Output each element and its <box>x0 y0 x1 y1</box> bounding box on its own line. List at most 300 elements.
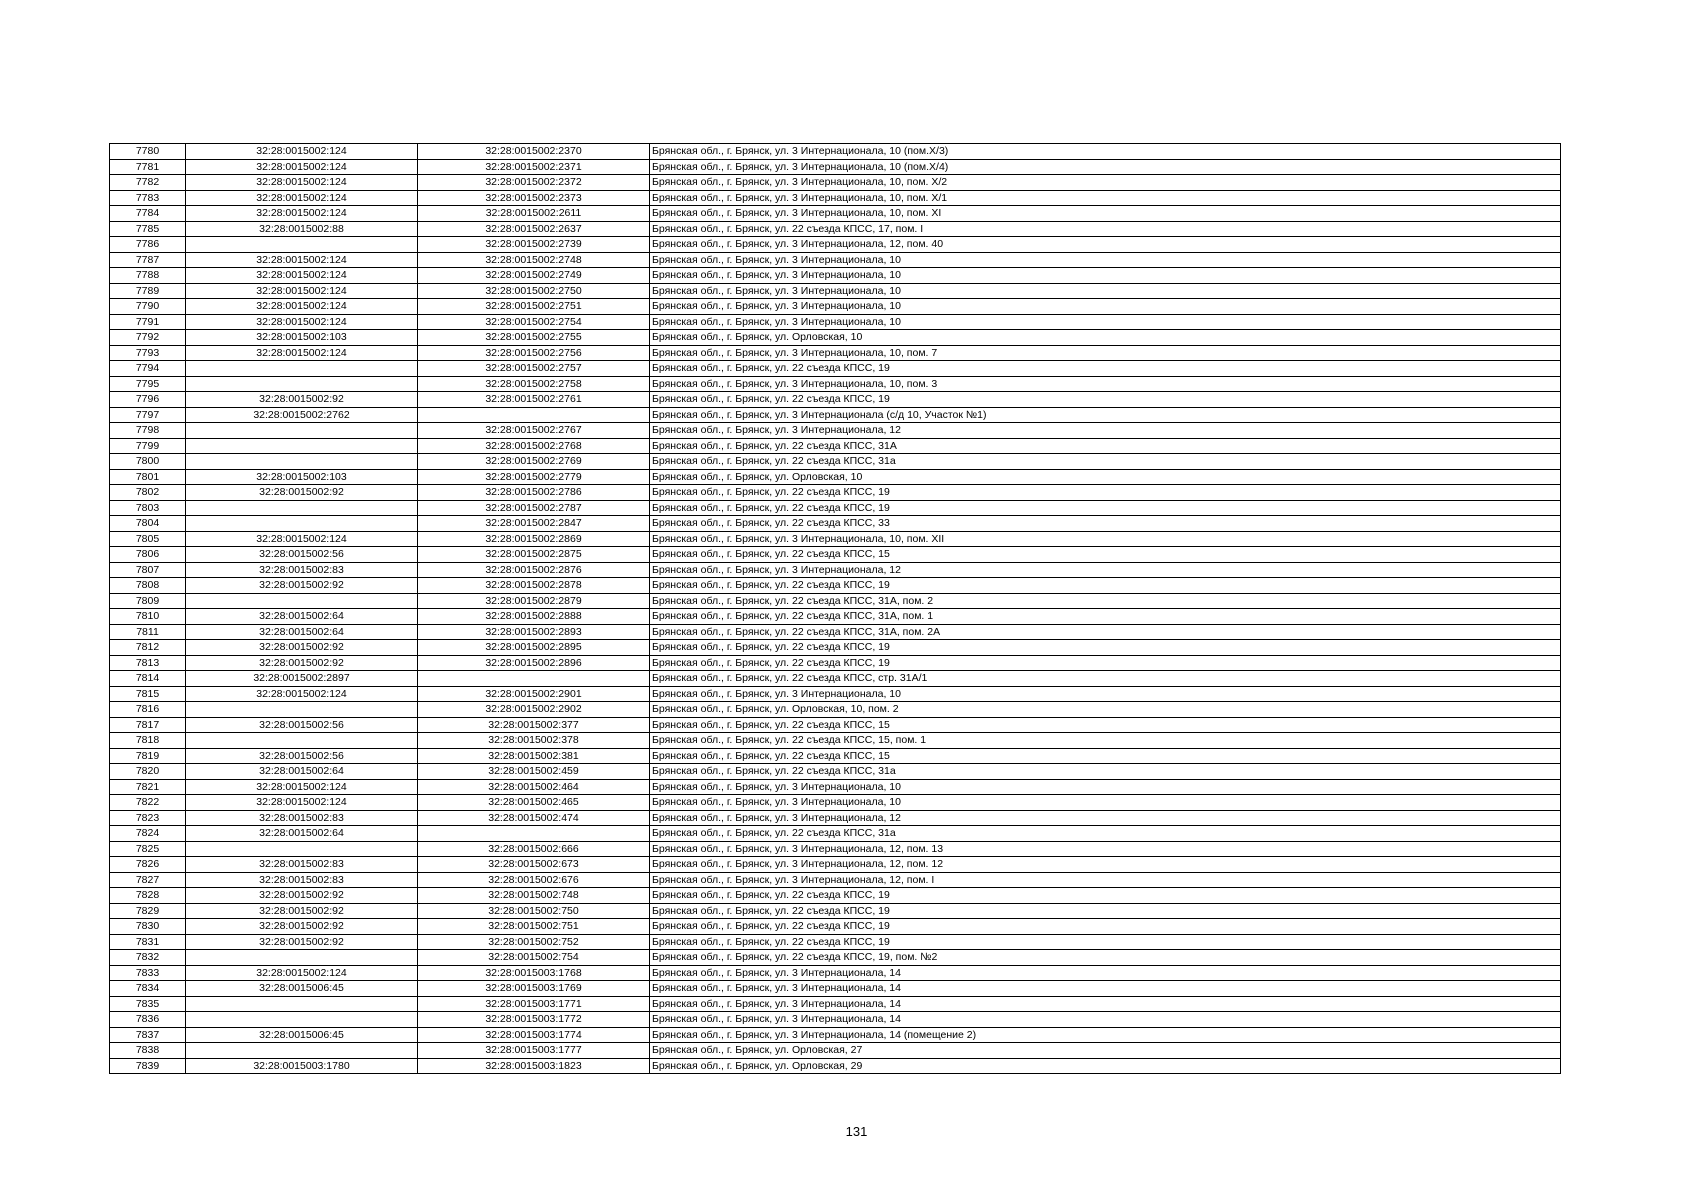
land-cadastral-cell: 32:28:0015002:56 <box>186 717 418 733</box>
object-cadastral-cell: 32:28:0015002:2754 <box>418 314 650 330</box>
address-cell: Брянская обл., г. Брянск, ул. 3 Интернационала, 10, пом. XII <box>650 531 1561 547</box>
table-row <box>110 810 1561 826</box>
address-cell: Брянская обл., г. Брянск, ул. 3 Интернационала, 10 (пом.Х/4) <box>650 159 1561 175</box>
land-cadastral-cell <box>186 841 418 857</box>
object-cadastral-cell: 32:28:0015002:2739 <box>418 237 650 253</box>
address-cell: Брянская обл., г. Брянск, ул. 3 Интернационала, 12, пом. 40 <box>650 237 1561 253</box>
object-cadastral-cell: 32:28:0015002:2787 <box>418 500 650 516</box>
row-number-cell: 7787 <box>110 252 186 268</box>
address-cell: Брянская обл., г. Брянск, ул. Орловская, 29 <box>650 1058 1561 1074</box>
row-number-cell: 7819 <box>110 748 186 764</box>
row-number-cell: 7812 <box>110 640 186 656</box>
address-cell: Брянская обл., г. Брянск, ул. 3 Интернационала, 12 <box>650 423 1561 439</box>
object-cadastral-cell: 32:28:0015002:752 <box>418 934 650 950</box>
table-row <box>110 1012 1561 1028</box>
address-cell: Брянская обл., г. Брянск, ул. 3 Интернационала, 10 <box>650 299 1561 315</box>
table-row <box>110 252 1561 268</box>
row-number-cell: 7788 <box>110 268 186 284</box>
table-row <box>110 593 1561 609</box>
address-cell: Брянская обл., г. Брянск, ул. 22 съезда КПСС, 15 <box>650 717 1561 733</box>
address-cell: Брянская обл., г. Брянск, ул. 22 съезда КПСС, 19 <box>650 578 1561 594</box>
object-cadastral-cell: 32:28:0015002:750 <box>418 903 650 919</box>
address-cell: Брянская обл., г. Брянск, ул. 3 Интернационала, 10 <box>650 314 1561 330</box>
table-row <box>110 392 1561 408</box>
address-cell: Брянская обл., г. Брянск, ул. 3 Интернационала, 10 <box>650 795 1561 811</box>
address-cell: Брянская обл., г. Брянск, ул. 3 Интернационала, 10, пом. Х/2 <box>650 175 1561 191</box>
address-cell: Брянская обл., г. Брянск, ул. 3 Интернационала, 12, пом. 12 <box>650 857 1561 873</box>
row-number-cell: 7792 <box>110 330 186 346</box>
object-cadastral-cell: 32:28:0015002:378 <box>418 733 650 749</box>
object-cadastral-cell: 32:28:0015002:2901 <box>418 686 650 702</box>
land-cadastral-cell: 32:28:0015003:1780 <box>186 1058 418 1074</box>
row-number-cell: 7823 <box>110 810 186 826</box>
land-cadastral-cell: 32:28:0015002:64 <box>186 826 418 842</box>
land-cadastral-cell: 32:28:0015002:124 <box>186 190 418 206</box>
table-row <box>110 578 1561 594</box>
address-cell: Брянская обл., г. Брянск, ул. 3 Интернационала, 14 <box>650 965 1561 981</box>
row-number-cell: 7839 <box>110 1058 186 1074</box>
land-cadastral-cell: 32:28:0015002:124 <box>186 795 418 811</box>
land-cadastral-cell: 32:28:0015002:88 <box>186 221 418 237</box>
address-cell: Брянская обл., г. Брянск, ул. 3 Интернационала, 10, пом. XI <box>650 206 1561 222</box>
land-cadastral-cell: 32:28:0015006:45 <box>186 1027 418 1043</box>
row-number-cell: 7829 <box>110 903 186 919</box>
address-cell: Брянская обл., г. Брянск, ул. 3 Интернационала, 12, пом. 13 <box>650 841 1561 857</box>
table-row <box>110 872 1561 888</box>
row-number-cell: 7808 <box>110 578 186 594</box>
object-cadastral-cell: 32:28:0015002:2371 <box>418 159 650 175</box>
object-cadastral-cell: 32:28:0015002:2749 <box>418 268 650 284</box>
address-cell: Брянская обл., г. Брянск, ул. Орловская, 10 <box>650 469 1561 485</box>
land-cadastral-cell: 32:28:0015002:92 <box>186 392 418 408</box>
table-row <box>110 919 1561 935</box>
object-cadastral-cell: 32:28:0015002:2888 <box>418 609 650 625</box>
table-row <box>110 717 1561 733</box>
table-row <box>110 996 1561 1012</box>
land-cadastral-cell: 32:28:0015002:83 <box>186 857 418 873</box>
table-row <box>110 1058 1561 1074</box>
land-cadastral-cell: 32:28:0015002:92 <box>186 903 418 919</box>
object-cadastral-cell: 32:28:0015003:1771 <box>418 996 650 1012</box>
row-number-cell: 7837 <box>110 1027 186 1043</box>
table-row <box>110 547 1561 563</box>
address-cell: Брянская обл., г. Брянск, ул. 22 съезда КПСС, 19, пом. №2 <box>650 950 1561 966</box>
land-cadastral-cell: 32:28:0015006:45 <box>186 981 418 997</box>
land-cadastral-cell: 32:28:0015002:124 <box>186 965 418 981</box>
row-number-cell: 7780 <box>110 144 186 160</box>
address-cell: Брянская обл., г. Брянск, ул. 22 съезда КПСС, 19 <box>650 640 1561 656</box>
address-cell: Брянская обл., г. Брянск, ул. 3 Интернационала, 14 (помещение 2) <box>650 1027 1561 1043</box>
address-cell: Брянская обл., г. Брянск, ул. 22 съезда КПСС, 19 <box>650 361 1561 377</box>
object-cadastral-cell: 32:28:0015002:748 <box>418 888 650 904</box>
object-cadastral-cell: 32:28:0015002:676 <box>418 872 650 888</box>
land-cadastral-cell: 32:28:0015002:124 <box>186 283 418 299</box>
table-row <box>110 934 1561 950</box>
address-cell: Брянская обл., г. Брянск, ул. 22 съезда КПСС, 17, пом. I <box>650 221 1561 237</box>
object-cadastral-cell: 32:28:0015002:2895 <box>418 640 650 656</box>
object-cadastral-cell: 32:28:0015002:464 <box>418 779 650 795</box>
object-cadastral-cell: 32:28:0015002:2876 <box>418 562 650 578</box>
row-number-cell: 7807 <box>110 562 186 578</box>
table-row <box>110 423 1561 439</box>
land-cadastral-cell: 32:28:0015002:92 <box>186 919 418 935</box>
table-row <box>110 159 1561 175</box>
table-row <box>110 237 1561 253</box>
object-cadastral-cell: 32:28:0015002:2779 <box>418 469 650 485</box>
object-cadastral-cell: 32:28:0015003:1772 <box>418 1012 650 1028</box>
address-cell: Брянская обл., г. Брянск, ул. 3 Интернационала, 10 <box>650 252 1561 268</box>
row-number-cell: 7838 <box>110 1043 186 1059</box>
row-number-cell: 7834 <box>110 981 186 997</box>
object-cadastral-cell: 32:28:0015002:459 <box>418 764 650 780</box>
table-row <box>110 299 1561 315</box>
address-cell: Брянская обл., г. Брянск, ул. 22 съезда КПСС, 19 <box>650 500 1561 516</box>
row-number-cell: 7800 <box>110 454 186 470</box>
address-cell: Брянская обл., г. Брянск, ул. 22 съезда КПСС, 31а <box>650 454 1561 470</box>
address-cell: Брянская обл., г. Брянск, ул. 3 Интернационала, 14 <box>650 1012 1561 1028</box>
row-number-cell: 7820 <box>110 764 186 780</box>
address-cell: Брянская обл., г. Брянск, ул. 3 Интернационала (с/д 10, Участок №1) <box>650 407 1561 423</box>
land-cadastral-cell: 32:28:0015002:124 <box>186 144 418 160</box>
land-cadastral-cell <box>186 423 418 439</box>
table-row <box>110 469 1561 485</box>
land-cadastral-cell: 32:28:0015002:124 <box>186 779 418 795</box>
object-cadastral-cell <box>418 671 650 687</box>
object-cadastral-cell: 32:28:0015002:751 <box>418 919 650 935</box>
land-cadastral-cell <box>186 702 418 718</box>
object-cadastral-cell: 32:28:0015002:2757 <box>418 361 650 377</box>
object-cadastral-cell: 32:28:0015002:2611 <box>418 206 650 222</box>
address-cell: Брянская обл., г. Брянск, ул. 22 съезда КПСС, 19 <box>650 919 1561 935</box>
land-cadastral-cell: 32:28:0015002:103 <box>186 469 418 485</box>
table-row <box>110 795 1561 811</box>
table-row <box>110 1027 1561 1043</box>
land-cadastral-cell: 32:28:0015002:83 <box>186 810 418 826</box>
table-row <box>110 857 1561 873</box>
address-cell: Брянская обл., г. Брянск, ул. 22 съезда КПСС, 31А, пом. 2 <box>650 593 1561 609</box>
row-number-cell: 7803 <box>110 500 186 516</box>
table-row <box>110 655 1561 671</box>
table-row <box>110 640 1561 656</box>
land-cadastral-cell <box>186 996 418 1012</box>
table-row <box>110 516 1561 532</box>
address-cell: Брянская обл., г. Брянск, ул. 3 Интернационала, 10, пом. 3 <box>650 376 1561 392</box>
land-cadastral-cell: 32:28:0015002:92 <box>186 934 418 950</box>
address-cell: Брянская обл., г. Брянск, ул. 3 Интернационала, 12 <box>650 562 1561 578</box>
row-number-cell: 7811 <box>110 624 186 640</box>
address-cell: Брянская обл., г. Брянск, ул. 3 Интернационала, 10 <box>650 283 1561 299</box>
address-cell: Брянская обл., г. Брянск, ул. 22 съезда КПСС, стр. 31А/1 <box>650 671 1561 687</box>
row-number-cell: 7798 <box>110 423 186 439</box>
land-cadastral-cell: 32:28:0015002:64 <box>186 624 418 640</box>
object-cadastral-cell: 32:28:0015002:381 <box>418 748 650 764</box>
address-cell: Брянская обл., г. Брянск, ул. 22 съезда КПСС, 19 <box>650 934 1561 950</box>
land-cadastral-cell: 32:28:0015002:64 <box>186 764 418 780</box>
table-row <box>110 206 1561 222</box>
table-row <box>110 144 1561 160</box>
land-cadastral-cell <box>186 516 418 532</box>
object-cadastral-cell: 32:28:0015002:754 <box>418 950 650 966</box>
object-cadastral-cell: 32:28:0015002:2869 <box>418 531 650 547</box>
object-cadastral-cell: 32:28:0015002:2875 <box>418 547 650 563</box>
land-cadastral-cell <box>186 1012 418 1028</box>
address-cell: Брянская обл., г. Брянск, ул. Орловская, 10, пом. 2 <box>650 702 1561 718</box>
object-cadastral-cell <box>418 407 650 423</box>
address-cell: Брянская обл., г. Брянск, ул. 22 съезда КПСС, 19 <box>650 485 1561 501</box>
address-cell: Брянская обл., г. Брянск, ул. Орловская, 27 <box>650 1043 1561 1059</box>
land-cadastral-cell <box>186 1043 418 1059</box>
object-cadastral-cell: 32:28:0015002:2637 <box>418 221 650 237</box>
row-number-cell: 7790 <box>110 299 186 315</box>
land-cadastral-cell: 32:28:0015002:92 <box>186 888 418 904</box>
address-cell: Брянская обл., г. Брянск, ул. 22 съезда КПСС, 19 <box>650 903 1561 919</box>
row-number-cell: 7831 <box>110 934 186 950</box>
row-number-cell: 7789 <box>110 283 186 299</box>
row-number-cell: 7809 <box>110 593 186 609</box>
table-row <box>110 407 1561 423</box>
land-cadastral-cell: 32:28:0015002:124 <box>186 268 418 284</box>
land-cadastral-cell: 32:28:0015002:92 <box>186 655 418 671</box>
land-cadastral-cell: 32:28:0015002:83 <box>186 562 418 578</box>
row-number-cell: 7835 <box>110 996 186 1012</box>
land-cadastral-cell <box>186 237 418 253</box>
table-row <box>110 314 1561 330</box>
address-cell: Брянская обл., г. Брянск, ул. 22 съезда КПСС, 31а <box>650 764 1561 780</box>
row-number-cell: 7815 <box>110 686 186 702</box>
address-cell: Брянская обл., г. Брянск, ул. 3 Интернационала, 12, пом. I <box>650 872 1561 888</box>
table-row <box>110 826 1561 842</box>
row-number-cell: 7827 <box>110 872 186 888</box>
row-number-cell: 7785 <box>110 221 186 237</box>
address-cell: Брянская обл., г. Брянск, ул. 22 съезда КПСС, 31А, пом. 1 <box>650 609 1561 625</box>
address-cell: Брянская обл., г. Брянск, ул. 3 Интернационала, 14 <box>650 996 1561 1012</box>
row-number-cell: 7804 <box>110 516 186 532</box>
address-cell: Брянская обл., г. Брянск, ул. 22 съезда КПСС, 19 <box>650 655 1561 671</box>
address-cell: Брянская обл., г. Брянск, ул. 22 съезда КПСС, 31А, пом. 2А <box>650 624 1561 640</box>
object-cadastral-cell: 32:28:0015002:2878 <box>418 578 650 594</box>
address-cell: Брянская обл., г. Брянск, ул. 22 съезда КПСС, 33 <box>650 516 1561 532</box>
row-number-cell: 7797 <box>110 407 186 423</box>
row-number-cell: 7832 <box>110 950 186 966</box>
row-number-cell: 7781 <box>110 159 186 175</box>
object-cadastral-cell: 32:28:0015003:1769 <box>418 981 650 997</box>
table-row <box>110 764 1561 780</box>
land-cadastral-cell: 32:28:0015002:103 <box>186 330 418 346</box>
object-cadastral-cell: 32:28:0015002:2847 <box>418 516 650 532</box>
land-cadastral-cell: 32:28:0015002:124 <box>186 175 418 191</box>
object-cadastral-cell: 32:28:0015002:2370 <box>418 144 650 160</box>
row-number-cell: 7817 <box>110 717 186 733</box>
row-number-cell: 7830 <box>110 919 186 935</box>
land-cadastral-cell: 32:28:0015002:124 <box>186 206 418 222</box>
table-row <box>110 531 1561 547</box>
page-number: 131 <box>845 1124 868 1139</box>
table-row <box>110 609 1561 625</box>
row-number-cell: 7826 <box>110 857 186 873</box>
address-cell: Брянская обл., г. Брянск, ул. 22 съезда КПСС, 15 <box>650 547 1561 563</box>
object-cadastral-cell: 32:28:0015002:2372 <box>418 175 650 191</box>
object-cadastral-cell: 32:28:0015002:2756 <box>418 345 650 361</box>
row-number-cell: 7836 <box>110 1012 186 1028</box>
row-number-cell: 7784 <box>110 206 186 222</box>
object-cadastral-cell: 32:28:0015002:474 <box>418 810 650 826</box>
table-row <box>110 1043 1561 1059</box>
land-cadastral-cell: 32:28:0015002:124 <box>186 345 418 361</box>
object-cadastral-cell: 32:28:0015003:1823 <box>418 1058 650 1074</box>
address-cell: Брянская обл., г. Брянск, ул. 3 Интернационала, 10, пом. Х/1 <box>650 190 1561 206</box>
land-cadastral-cell: 32:28:0015002:124 <box>186 299 418 315</box>
object-cadastral-cell: 32:28:0015002:2893 <box>418 624 650 640</box>
row-number-cell: 7805 <box>110 531 186 547</box>
object-cadastral-cell: 32:28:0015002:2751 <box>418 299 650 315</box>
address-cell: Брянская обл., г. Брянск, ул. 22 съезда КПСС, 31А <box>650 438 1561 454</box>
table-row <box>110 454 1561 470</box>
land-cadastral-cell <box>186 950 418 966</box>
land-cadastral-cell: 32:28:0015002:2762 <box>186 407 418 423</box>
table-row <box>110 438 1561 454</box>
table-row <box>110 485 1561 501</box>
row-number-cell: 7794 <box>110 361 186 377</box>
object-cadastral-cell: 32:28:0015002:2750 <box>418 283 650 299</box>
address-cell: Брянская обл., г. Брянск, ул. 3 Интернационала, 10 <box>650 686 1561 702</box>
registry-table <box>109 143 1561 1074</box>
object-cadastral-cell: 32:28:0015002:2902 <box>418 702 650 718</box>
table-row <box>110 888 1561 904</box>
table-row <box>110 500 1561 516</box>
row-number-cell: 7813 <box>110 655 186 671</box>
address-cell: Брянская обл., г. Брянск, ул. 22 съезда КПСС, 19 <box>650 888 1561 904</box>
object-cadastral-cell: 32:28:0015003:1774 <box>418 1027 650 1043</box>
land-cadastral-cell <box>186 454 418 470</box>
object-cadastral-cell: 32:28:0015002:2761 <box>418 392 650 408</box>
row-number-cell: 7818 <box>110 733 186 749</box>
object-cadastral-cell: 32:28:0015002:2767 <box>418 423 650 439</box>
table-row <box>110 361 1561 377</box>
land-cadastral-cell: 32:28:0015002:124 <box>186 252 418 268</box>
land-cadastral-cell <box>186 733 418 749</box>
object-cadastral-cell: 32:28:0015002:2373 <box>418 190 650 206</box>
table-row <box>110 190 1561 206</box>
object-cadastral-cell: 32:28:0015002:2768 <box>418 438 650 454</box>
land-cadastral-cell: 32:28:0015002:56 <box>186 748 418 764</box>
table-row <box>110 686 1561 702</box>
row-number-cell: 7796 <box>110 392 186 408</box>
row-number-cell: 7799 <box>110 438 186 454</box>
row-number-cell: 7814 <box>110 671 186 687</box>
land-cadastral-cell: 32:28:0015002:124 <box>186 159 418 175</box>
row-number-cell: 7802 <box>110 485 186 501</box>
row-number-cell: 7786 <box>110 237 186 253</box>
table-row <box>110 671 1561 687</box>
address-cell: Брянская обл., г. Брянск, ул. 3 Интернационала, 10, пом. 7 <box>650 345 1561 361</box>
address-cell: Брянская обл., г. Брянск, ул. 3 Интернационала, 10 (пом.Х/3) <box>650 144 1561 160</box>
land-cadastral-cell <box>186 500 418 516</box>
row-number-cell: 7791 <box>110 314 186 330</box>
table-row <box>110 950 1561 966</box>
address-cell: Брянская обл., г. Брянск, ул. Орловская, 10 <box>650 330 1561 346</box>
table-row <box>110 283 1561 299</box>
table-row <box>110 779 1561 795</box>
address-cell: Брянская обл., г. Брянск, ул. 22 съезда КПСС, 15 <box>650 748 1561 764</box>
object-cadastral-cell <box>418 826 650 842</box>
land-cadastral-cell: 32:28:0015002:124 <box>186 314 418 330</box>
table-row <box>110 562 1561 578</box>
table-row <box>110 748 1561 764</box>
table-row <box>110 733 1561 749</box>
row-number-cell: 7806 <box>110 547 186 563</box>
address-cell: Брянская обл., г. Брянск, ул. 3 Интернационала, 14 <box>650 981 1561 997</box>
registry-table-body <box>110 144 1561 1074</box>
row-number-cell: 7816 <box>110 702 186 718</box>
land-cadastral-cell: 32:28:0015002:2897 <box>186 671 418 687</box>
object-cadastral-cell: 32:28:0015002:2896 <box>418 655 650 671</box>
row-number-cell: 7801 <box>110 469 186 485</box>
object-cadastral-cell: 32:28:0015002:2755 <box>418 330 650 346</box>
row-number-cell: 7810 <box>110 609 186 625</box>
land-cadastral-cell: 32:28:0015002:92 <box>186 578 418 594</box>
row-number-cell: 7782 <box>110 175 186 191</box>
table-row <box>110 965 1561 981</box>
row-number-cell: 7783 <box>110 190 186 206</box>
row-number-cell: 7821 <box>110 779 186 795</box>
address-cell: Брянская обл., г. Брянск, ул. 3 Интернационала, 10 <box>650 268 1561 284</box>
table-row <box>110 330 1561 346</box>
table-row <box>110 702 1561 718</box>
address-cell: Брянская обл., г. Брянск, ул. 3 Интернационала, 10 <box>650 779 1561 795</box>
land-cadastral-cell <box>186 593 418 609</box>
object-cadastral-cell: 32:28:0015002:2748 <box>418 252 650 268</box>
object-cadastral-cell: 32:28:0015002:2769 <box>418 454 650 470</box>
table-row <box>110 175 1561 191</box>
row-number-cell: 7824 <box>110 826 186 842</box>
land-cadastral-cell: 32:28:0015002:64 <box>186 609 418 625</box>
table-row <box>110 981 1561 997</box>
object-cadastral-cell: 32:28:0015003:1768 <box>418 965 650 981</box>
row-number-cell: 7793 <box>110 345 186 361</box>
object-cadastral-cell: 32:28:0015002:2786 <box>418 485 650 501</box>
object-cadastral-cell: 32:28:0015002:673 <box>418 857 650 873</box>
table-row <box>110 841 1561 857</box>
row-number-cell: 7828 <box>110 888 186 904</box>
table-row <box>110 345 1561 361</box>
table-row <box>110 903 1561 919</box>
object-cadastral-cell: 32:28:0015002:666 <box>418 841 650 857</box>
table-row <box>110 268 1561 284</box>
land-cadastral-cell: 32:28:0015002:83 <box>186 872 418 888</box>
object-cadastral-cell: 32:28:0015003:1777 <box>418 1043 650 1059</box>
land-cadastral-cell <box>186 361 418 377</box>
land-cadastral-cell: 32:28:0015002:92 <box>186 485 418 501</box>
land-cadastral-cell: 32:28:0015002:56 <box>186 547 418 563</box>
address-cell: Брянская обл., г. Брянск, ул. 22 съезда КПСС, 31а <box>650 826 1561 842</box>
table-row <box>110 376 1561 392</box>
row-number-cell: 7825 <box>110 841 186 857</box>
address-cell: Брянская обл., г. Брянск, ул. 22 съезда КПСС, 19 <box>650 392 1561 408</box>
land-cadastral-cell <box>186 376 418 392</box>
land-cadastral-cell: 32:28:0015002:124 <box>186 686 418 702</box>
row-number-cell: 7795 <box>110 376 186 392</box>
land-cadastral-cell <box>186 438 418 454</box>
address-cell: Брянская обл., г. Брянск, ул. 22 съезда КПСС, 15, пом. 1 <box>650 733 1561 749</box>
object-cadastral-cell: 32:28:0015002:377 <box>418 717 650 733</box>
row-number-cell: 7833 <box>110 965 186 981</box>
row-number-cell: 7822 <box>110 795 186 811</box>
table-row <box>110 221 1561 237</box>
land-cadastral-cell: 32:28:0015002:124 <box>186 531 418 547</box>
object-cadastral-cell: 32:28:0015002:2879 <box>418 593 650 609</box>
address-cell: Брянская обл., г. Брянск, ул. 3 Интернационала, 12 <box>650 810 1561 826</box>
land-cadastral-cell: 32:28:0015002:92 <box>186 640 418 656</box>
